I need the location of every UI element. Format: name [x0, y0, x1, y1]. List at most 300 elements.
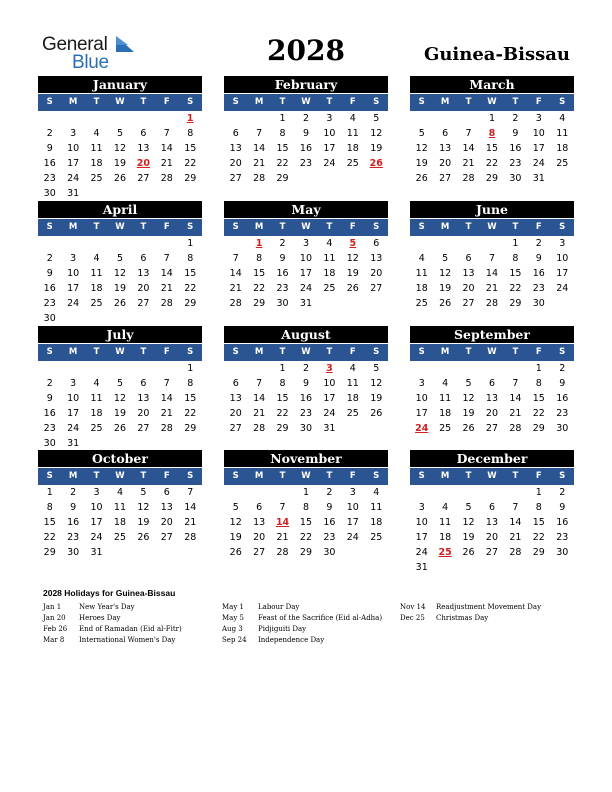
weekday-label: T: [465, 222, 472, 232]
week-row: [410, 141, 574, 156]
day-cell: 26: [439, 298, 452, 309]
weekday-label: F: [163, 471, 170, 481]
month-title: May: [224, 201, 388, 218]
weekday-label: M: [68, 471, 78, 481]
holidays-column: [43, 602, 182, 646]
day-cell: 27: [160, 532, 173, 543]
day-cell: 9: [70, 502, 77, 513]
weekday-label: F: [535, 347, 542, 357]
month-november: [224, 450, 388, 560]
day-cell: 10: [323, 128, 336, 139]
empty-cell: [132, 545, 155, 560]
holiday-name: Labour Day: [258, 603, 300, 611]
day-cell: 29: [184, 423, 197, 434]
day-cell: 25: [556, 158, 569, 169]
week-row: [38, 361, 202, 376]
day-cell: 4: [326, 238, 333, 249]
day-cell: 7: [512, 502, 519, 513]
week-row: [224, 406, 388, 421]
day-cell: 23: [43, 423, 56, 434]
week-row: [38, 111, 202, 126]
day-cell: 11: [323, 253, 336, 264]
weekday-label: M: [254, 347, 264, 357]
week-row: [38, 376, 202, 391]
weekday-label: T: [465, 471, 472, 481]
empty-cell: [457, 361, 480, 376]
holiday-date: Sep 24: [222, 636, 247, 644]
day-cell: 25: [323, 283, 336, 294]
weekday-label: T: [279, 222, 286, 232]
day-cell: 13: [485, 393, 499, 404]
day-cell: 21: [253, 408, 266, 419]
day-cell: 11: [90, 143, 103, 154]
day-cell: 23: [532, 283, 545, 294]
day-cell: 18: [90, 283, 103, 294]
weekday-label: S: [187, 222, 194, 232]
holiday-name: Christmas Day: [436, 614, 489, 622]
day-cell: 28: [253, 173, 266, 184]
day-cell: 12: [229, 517, 242, 528]
day-cell: 15: [253, 268, 266, 279]
day-cell: 10: [415, 517, 428, 528]
day-cell: 15: [299, 517, 313, 528]
day-cell: 8: [535, 502, 542, 513]
day-cell: 21: [160, 158, 173, 169]
day-cell: 12: [370, 128, 383, 139]
day-cell: 13: [485, 517, 499, 528]
empty-cell: [155, 111, 178, 126]
empty-cell: [85, 311, 108, 326]
day-cell: 9: [512, 128, 519, 139]
day-cell: 12: [113, 143, 127, 154]
day-cell: 22: [532, 408, 545, 419]
day-cell: 12: [462, 393, 475, 404]
day-cell: 8: [187, 378, 194, 389]
month-august: [224, 326, 388, 436]
day-cell: 15: [276, 393, 289, 404]
empty-cell: [155, 311, 178, 326]
day-cell: 18: [323, 268, 336, 279]
empty-cell: [85, 111, 108, 126]
day-cell: 16: [299, 393, 313, 404]
day-cell: 4: [442, 502, 449, 513]
day-cell: 13: [229, 393, 242, 404]
day-cell: 15: [43, 517, 56, 528]
day-cell: 8: [46, 502, 53, 513]
week-row: [224, 236, 388, 251]
day-cell: 17: [323, 393, 336, 404]
week-row: [410, 171, 574, 186]
day-cell: 5: [140, 487, 147, 498]
empty-cell: [85, 361, 108, 376]
weekday-label: S: [187, 97, 194, 107]
empty-cell: [341, 171, 364, 186]
day-cell: 27: [485, 547, 499, 558]
empty-cell: [247, 485, 270, 500]
holiday-day-cell: 20: [136, 158, 151, 169]
day-cell: 22: [184, 283, 197, 294]
month-july: [38, 326, 202, 451]
day-cell: 5: [465, 378, 472, 389]
empty-cell: [61, 361, 84, 376]
week-row: [410, 296, 574, 311]
day-cell: 6: [488, 378, 495, 389]
empty-cell: [480, 361, 503, 376]
day-cell: 1: [187, 238, 194, 249]
day-cell: 27: [439, 173, 452, 184]
weekday-label: T: [326, 347, 333, 357]
week-row: [410, 111, 574, 126]
empty-cell: [132, 236, 155, 251]
day-cell: 10: [415, 393, 428, 404]
day-cell: 28: [184, 532, 197, 543]
month-title: September: [410, 326, 574, 343]
weekday-label: S: [418, 347, 425, 357]
day-cell: 21: [184, 517, 197, 528]
weekday-label: M: [68, 222, 78, 232]
day-cell: 12: [415, 143, 428, 154]
weekday-label: T: [140, 97, 147, 107]
weekday-label: F: [535, 471, 542, 481]
week-row: [224, 361, 388, 376]
day-cell: 14: [229, 268, 242, 279]
day-cell: 3: [70, 128, 77, 139]
weekday-header: [410, 344, 574, 361]
day-cell: 11: [439, 517, 452, 528]
day-cell: 28: [485, 298, 499, 309]
day-cell: 19: [462, 408, 475, 419]
week-row: [224, 141, 388, 156]
empty-cell: [132, 186, 155, 201]
empty-cell: [38, 361, 61, 376]
empty-cell: [457, 111, 480, 126]
empty-cell: [132, 361, 155, 376]
weekday-header: [38, 468, 202, 485]
empty-cell: [155, 236, 178, 251]
day-cell: 27: [137, 298, 150, 309]
day-cell: 23: [299, 158, 313, 169]
weekday-label: S: [232, 471, 239, 481]
day-cell: 28: [160, 423, 173, 434]
day-cell: 27: [137, 173, 150, 184]
week-row: [38, 296, 202, 311]
day-cell: 1: [279, 363, 286, 374]
holiday-day-cell: 1: [255, 238, 263, 249]
day-cell: 21: [485, 283, 499, 294]
empty-cell: [61, 236, 84, 251]
empty-cell: [410, 361, 433, 376]
month-title: January: [38, 76, 202, 93]
weekday-label: W: [115, 471, 125, 481]
empty-cell: [108, 236, 131, 251]
weekday-label: T: [512, 471, 519, 481]
day-cell: 14: [160, 143, 173, 154]
day-cell: 12: [439, 268, 452, 279]
day-cell: 23: [43, 173, 56, 184]
week-row: [38, 545, 202, 560]
holiday-name: International Women's Day: [79, 636, 176, 644]
weekday-label: W: [487, 471, 497, 481]
day-cell: 22: [485, 158, 499, 169]
day-cell: 5: [418, 128, 425, 139]
day-cell: 30: [43, 438, 56, 449]
weekday-label: S: [559, 222, 566, 232]
week-row: [410, 126, 574, 141]
day-cell: 18: [346, 143, 359, 154]
week-row: [410, 545, 574, 560]
day-cell: 28: [462, 173, 475, 184]
weekday-label: S: [232, 347, 239, 357]
holiday-row: [43, 635, 182, 646]
month-title: June: [410, 201, 574, 218]
weekday-header: [410, 219, 574, 236]
day-cell: 18: [370, 517, 383, 528]
empty-cell: [480, 236, 503, 251]
day-cell: 29: [299, 547, 313, 558]
empty-cell: [132, 311, 155, 326]
day-cell: 22: [509, 283, 522, 294]
empty-cell: [294, 171, 317, 186]
day-cell: 19: [137, 517, 150, 528]
week-row: [410, 515, 574, 530]
weekday-header: [410, 468, 574, 485]
weekday-label: F: [163, 347, 170, 357]
day-cell: 30: [323, 547, 336, 558]
empty-cell: [108, 111, 131, 126]
day-cell: 2: [302, 113, 309, 124]
day-cell: 20: [370, 268, 383, 279]
empty-cell: [504, 485, 527, 500]
day-cell: 30: [556, 423, 569, 434]
weekday-label: S: [559, 97, 566, 107]
day-cell: 13: [137, 393, 150, 404]
day-cell: 24: [346, 532, 359, 543]
weekday-label: S: [46, 471, 53, 481]
holiday-name: Independence Day: [258, 636, 325, 644]
day-cell: 31: [67, 438, 80, 449]
day-cell: 11: [113, 502, 127, 513]
day-cell: 26: [370, 408, 383, 419]
day-cell: 21: [253, 158, 266, 169]
weekday-label: W: [115, 222, 125, 232]
holiday-name: Heroes Day: [79, 614, 121, 622]
day-cell: 4: [442, 378, 449, 389]
day-cell: 27: [485, 423, 499, 434]
weekday-label: M: [254, 97, 264, 107]
day-cell: 4: [373, 487, 380, 498]
empty-cell: [318, 296, 341, 311]
holiday-row: [43, 613, 182, 624]
week-row: [38, 530, 202, 545]
holiday-day-cell: 1: [186, 113, 194, 124]
day-cell: 26: [113, 173, 127, 184]
day-cell: 3: [70, 253, 77, 264]
month-february: [224, 76, 388, 186]
week-row: [410, 281, 574, 296]
empty-cell: [551, 560, 574, 575]
holidays-column: [222, 602, 382, 646]
month-march: [410, 76, 574, 186]
day-cell: 26: [113, 423, 127, 434]
week-row: [224, 545, 388, 560]
day-cell: 15: [532, 393, 545, 404]
day-cell: 31: [323, 423, 336, 434]
empty-cell: [224, 111, 247, 126]
week-row: [38, 126, 202, 141]
day-cell: 12: [113, 268, 127, 279]
empty-cell: [61, 311, 84, 326]
day-cell: 28: [253, 423, 266, 434]
weekday-label: W: [487, 97, 497, 107]
day-cell: 9: [302, 378, 309, 389]
weekday-label: T: [93, 97, 100, 107]
day-cell: 20: [253, 532, 266, 543]
empty-cell: [433, 361, 456, 376]
day-cell: 3: [349, 487, 356, 498]
day-cell: 25: [90, 298, 103, 309]
day-cell: 6: [140, 378, 147, 389]
weekday-label: W: [487, 222, 497, 232]
day-cell: 7: [163, 128, 170, 139]
weekday-label: S: [373, 471, 380, 481]
weekday-label: T: [279, 347, 286, 357]
empty-cell: [480, 485, 503, 500]
day-cell: 18: [90, 158, 103, 169]
day-cell: 9: [46, 268, 53, 279]
week-row: [38, 311, 202, 326]
week-row: [224, 111, 388, 126]
week-row: [224, 126, 388, 141]
day-cell: 21: [509, 408, 522, 419]
week-row: [410, 376, 574, 391]
day-cell: 5: [116, 128, 123, 139]
weekday-label: S: [46, 347, 53, 357]
day-cell: 16: [556, 517, 569, 528]
holiday-date: May 1: [222, 603, 244, 611]
day-cell: 29: [43, 547, 56, 558]
day-cell: 5: [442, 253, 449, 264]
day-cell: 20: [485, 532, 499, 543]
day-cell: 7: [256, 378, 263, 389]
day-cell: 18: [439, 408, 452, 419]
week-row: [38, 236, 202, 251]
day-cell: 9: [559, 378, 566, 389]
holiday-date: Nov 14: [400, 603, 426, 611]
empty-cell: [433, 236, 456, 251]
day-cell: 13: [439, 143, 452, 154]
day-cell: 15: [532, 517, 545, 528]
day-cell: 17: [67, 158, 80, 169]
empty-cell: [85, 186, 108, 201]
day-cell: 7: [256, 128, 263, 139]
day-cell: 10: [67, 268, 80, 279]
day-cell: 21: [160, 408, 173, 419]
day-cell: 31: [67, 188, 80, 199]
day-cell: 27: [229, 173, 242, 184]
day-cell: 9: [559, 502, 566, 513]
day-cell: 29: [509, 298, 522, 309]
day-cell: 22: [184, 158, 197, 169]
day-cell: 22: [532, 532, 545, 543]
day-cell: 24: [556, 283, 569, 294]
day-cell: 9: [46, 393, 53, 404]
day-cell: 16: [276, 268, 289, 279]
day-cell: 14: [184, 502, 197, 513]
weekday-label: S: [46, 97, 53, 107]
day-cell: 1: [535, 487, 542, 498]
day-cell: 1: [46, 487, 53, 498]
day-cell: 25: [346, 408, 359, 419]
empty-cell: [504, 560, 527, 575]
day-cell: 9: [46, 143, 53, 154]
week-row: [224, 515, 388, 530]
day-cell: 7: [187, 487, 194, 498]
day-cell: 31: [532, 173, 545, 184]
day-cell: 3: [535, 113, 542, 124]
day-cell: 12: [113, 393, 127, 404]
day-cell: 9: [302, 128, 309, 139]
week-row: [410, 251, 574, 266]
day-cell: 25: [370, 532, 383, 543]
day-cell: 13: [253, 517, 266, 528]
week-row: [224, 171, 388, 186]
holiday-row: [222, 602, 382, 613]
empty-cell: [224, 485, 247, 500]
week-row: [224, 156, 388, 171]
day-cell: 28: [229, 298, 242, 309]
day-cell: 30: [67, 547, 80, 558]
week-row: [38, 171, 202, 186]
weekday-label: S: [187, 347, 194, 357]
month-october: [38, 450, 202, 560]
day-cell: 6: [442, 128, 449, 139]
day-cell: 25: [90, 173, 103, 184]
weekday-header: [224, 344, 388, 361]
holiday-day-cell: 26: [369, 158, 383, 169]
empty-cell: [457, 485, 480, 500]
weekday-label: F: [163, 97, 170, 107]
weekday-header: [224, 468, 388, 485]
weekday-label: F: [349, 97, 356, 107]
weekday-label: S: [559, 347, 566, 357]
day-cell: 5: [465, 502, 472, 513]
day-cell: 15: [184, 143, 197, 154]
week-row: [410, 266, 574, 281]
holiday-row: [43, 624, 182, 635]
weekday-label: M: [254, 471, 264, 481]
weekday-header: [38, 94, 202, 111]
day-cell: 12: [346, 253, 359, 264]
week-row: [38, 485, 202, 500]
month-title: March: [410, 76, 574, 93]
day-cell: 18: [415, 283, 428, 294]
day-cell: 21: [276, 532, 289, 543]
day-cell: 1: [187, 363, 194, 374]
empty-cell: [365, 296, 388, 311]
day-cell: 19: [229, 532, 242, 543]
weekday-label: W: [301, 97, 311, 107]
day-cell: 4: [559, 113, 566, 124]
day-cell: 20: [485, 408, 499, 419]
weekday-label: F: [349, 347, 356, 357]
week-row: [410, 500, 574, 515]
day-cell: 17: [67, 283, 80, 294]
day-cell: 22: [253, 283, 266, 294]
day-cell: 12: [462, 517, 475, 528]
day-cell: 23: [556, 408, 569, 419]
day-cell: 27: [229, 423, 242, 434]
day-cell: 16: [43, 408, 56, 419]
